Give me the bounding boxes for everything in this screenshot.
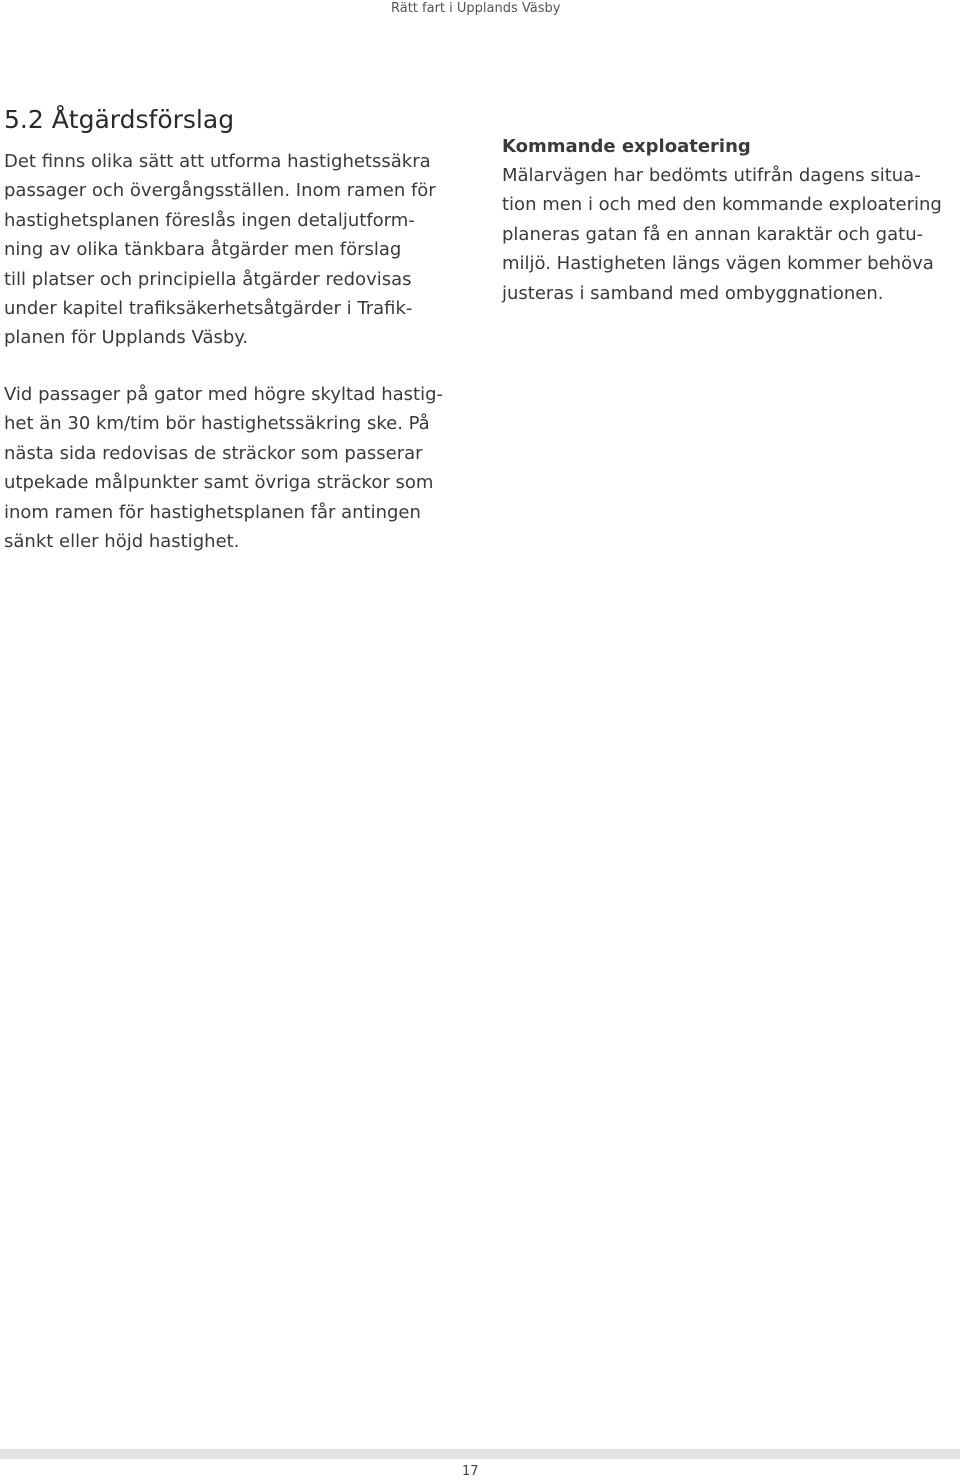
exploatering-line: miljö. Hastigheten längs vägen kommer behöva	[502, 253, 934, 275]
passager-paragraph	[4, 380, 443, 556]
exploatering-line: justeras i samband med ombyggnationen.	[502, 282, 884, 304]
exploatering-heading: Kommande exploatering	[502, 136, 751, 157]
exploatering-paragraph	[502, 161, 942, 308]
passager-line: inom ramen för hastighetsplanen får antingen	[4, 501, 421, 523]
section-title: 5.2 Åtgärdsförslag	[4, 105, 235, 134]
passager-line: nästa sida redovisas de sträckor som passerar	[4, 442, 423, 464]
intro-line: hastighetsplanen föreslås ingen detaljutform-	[4, 209, 415, 231]
page-number: 17	[462, 1464, 479, 1479]
exploatering-line: Mälarvägen har bedömts utifrån dagens situa-	[502, 165, 921, 186]
exploatering-line: tion men i och med den kommande exploatering	[502, 194, 942, 216]
footer-divider	[0, 1449, 960, 1459]
intro-line: till platser och principiella åtgärder redovisas	[4, 268, 412, 290]
intro-line: under kapitel trafiksäkerhetsåtgärder i Trafik-	[4, 298, 413, 320]
passager-line: utpekade målpunkter samt övriga sträckor som	[4, 472, 434, 494]
intro-paragraph	[4, 147, 436, 353]
intro-line: Det finns olika sätt att utforma hastighetssäkra	[4, 151, 431, 172]
intro-line: ning av olika tänkbara åtgärder men förslag	[4, 239, 402, 261]
passager-line: sänkt eller höjd hastighet.	[4, 531, 240, 553]
passager-line: het än 30 km/tim bör hastighetssäkring ske. På	[4, 413, 430, 435]
intro-line: passager och övergångsställen. Inom ramen för	[4, 180, 436, 202]
running-header: Rätt fart i Upplands Väsby	[391, 1, 561, 16]
intro-line: planen för Upplands Väsby.	[4, 327, 249, 349]
passager-line: Vid passager på gator med högre skyltad hastig-	[4, 384, 444, 405]
exploatering-line: planeras gatan få en annan karaktär och gatu-	[502, 223, 924, 245]
